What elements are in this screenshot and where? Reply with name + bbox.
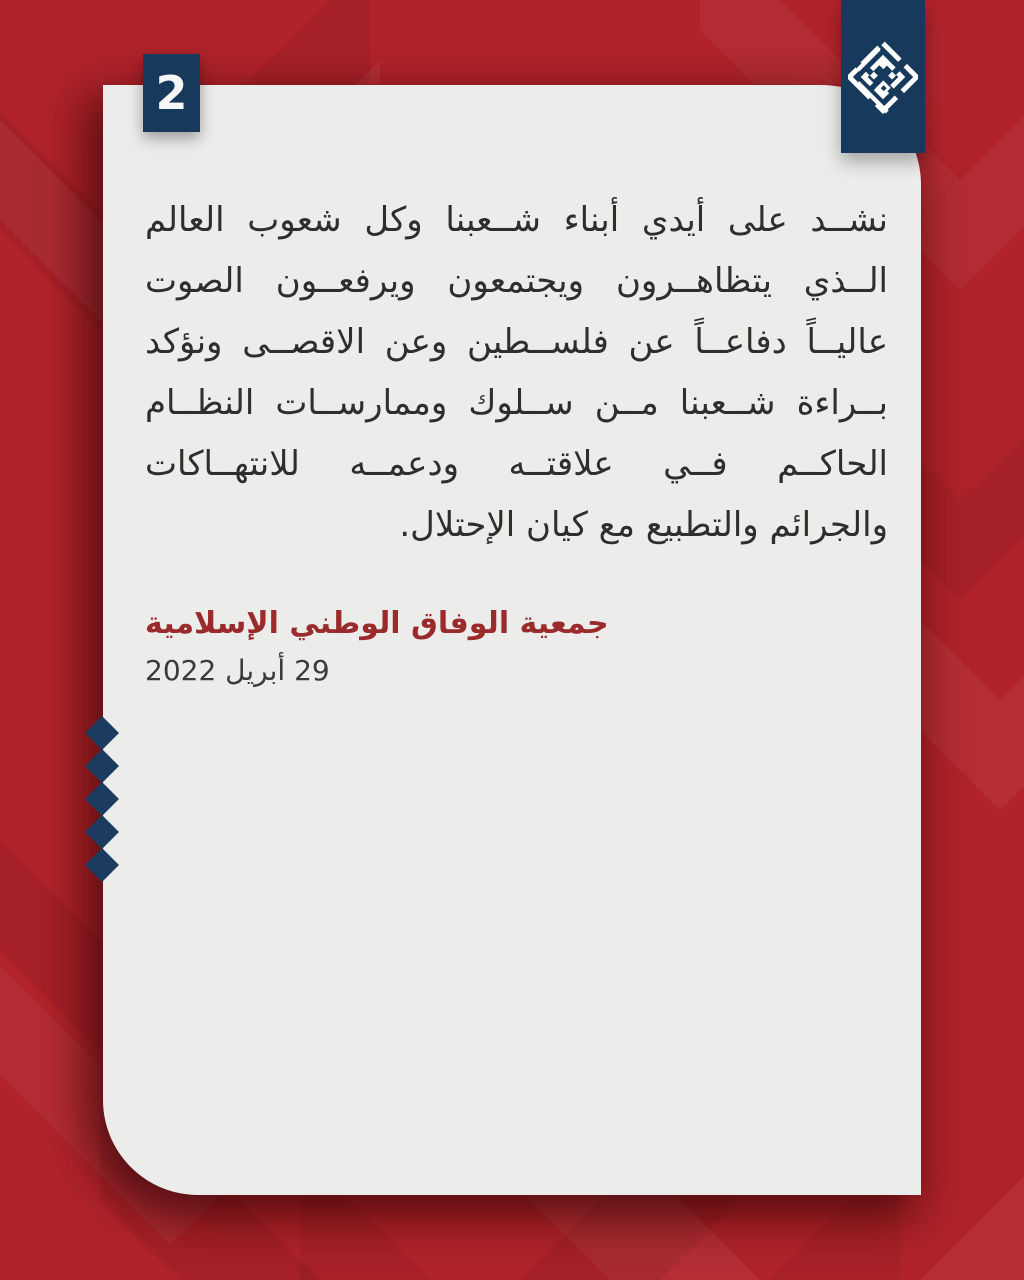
statement-line: نشــد على أيدي أبناء شــعبنا وكل شعوب العالم: [145, 200, 888, 240]
statement-card: [103, 85, 921, 1195]
statement-line: الحاكــم فــي علاقتــه ودعمــه للانتهــاكات: [145, 444, 888, 484]
statement-line: بــراءة شــعبنا مــن ســلوك وممارســات النظــام: [145, 383, 888, 423]
statement-date: 29 أبريل 2022: [145, 654, 330, 687]
statement-line: الــذي يتظاهــرون ويجتمعون ويرفعــون الصوت: [145, 261, 888, 301]
page-number-badge: [143, 54, 200, 132]
signature-organization: جمعية الوفاق الوطني الإسلامية: [145, 606, 609, 641]
statement-text: [145, 190, 888, 556]
statement-line: والجرائم والتطبيع مع كيان الإحتلال.: [399, 505, 888, 545]
statement-line: عاليــاً دفاعــاً عن فلســطين وعن الاقصــى ونؤكد: [145, 322, 888, 362]
page-number: 2: [155, 66, 188, 120]
alwefaq-logo-icon: [848, 31, 918, 123]
logo-tile: [841, 0, 925, 153]
